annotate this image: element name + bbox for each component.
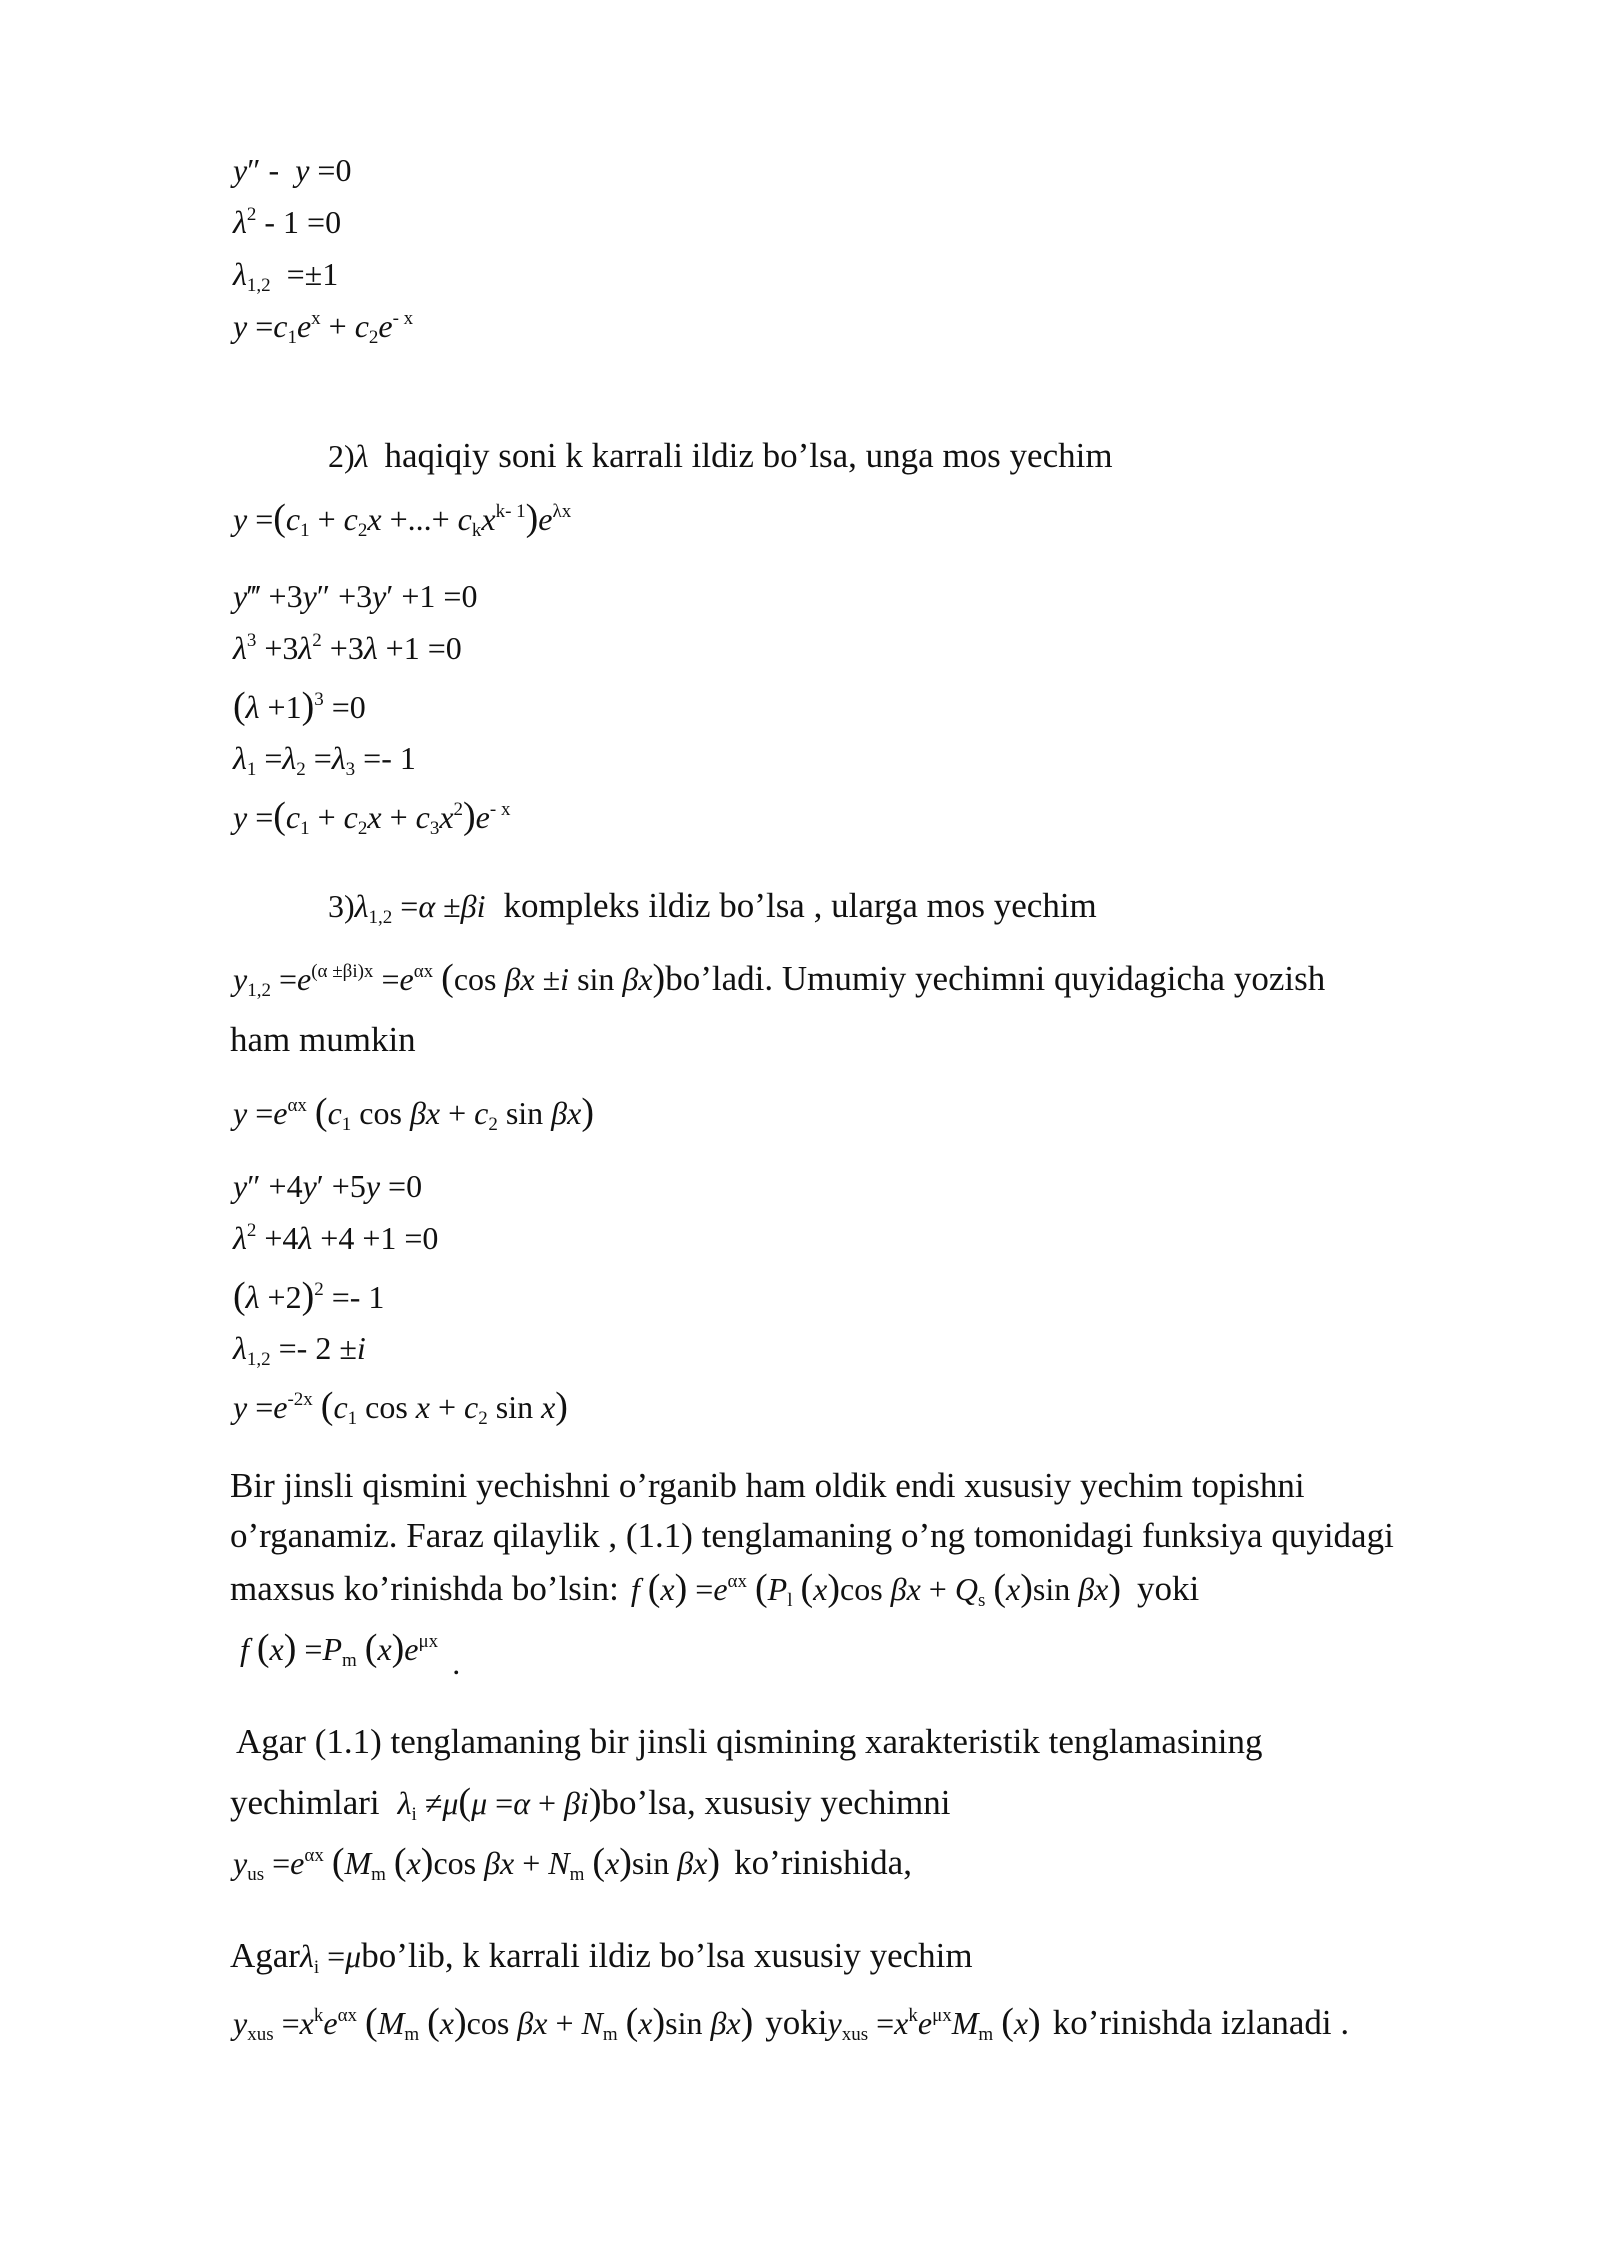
para1-line2: o’rganamiz. Faraz qilaylik , (1.1) tenglamaning o’ng tomonidagi funksiya quyidagi (230, 1516, 1394, 1555)
para1-line3-text: maxsus ko’rinishda bo’lsin: (230, 1569, 619, 1608)
case3-text3: ham mumkin (230, 1020, 416, 1059)
case3-text: kompleks ildiz bo’lsa , ularga mos yechim (503, 886, 1097, 925)
equation-line: $\lambda^2 - 1 =0$ (233, 204, 342, 240)
para2-line1: Agar (1.1) tenglamaning bir jinsli qismining xarakteristik tenglamasining (236, 1722, 1263, 1761)
formula-yxus-a: $y_{xus} =x^ke^{\alpha x}$ ($M_m$ (x)cos $\beta x + N_m$ (x)sin βx) (233, 2001, 754, 2045)
equation-line: $\lambda_1 =\lambda_2 =\lambda_3 =- 1$ (233, 740, 416, 780)
para3-end-text: ko’rinishda izlanadi . (1052, 2003, 1350, 2042)
para3-line1 (230, 1936, 973, 1976)
yoki-text-2: yoki (765, 2003, 828, 2042)
equation-line: $y =e^{-2x}$ ($c_1$ $\cos x + c_2$ sin x) (233, 1385, 568, 1429)
equation-line: $\lambda_{1,2} =\pm 1$ (233, 256, 339, 296)
case3-label: $3)\lambda_{1,2} =\alpha \pm\beta i$ (328, 888, 486, 928)
equation-line: $(\lambda +2)^2 =- 1$ (233, 1275, 385, 1317)
para3-agar: Agar (230, 1936, 300, 1975)
para3-line2 (233, 2000, 1349, 2044)
para2-text-a: yechimlari (230, 1783, 380, 1822)
case2-label: 2)λ (328, 438, 369, 474)
case3-general-solution: $y =e^{\alpha x}$ ($c_1$ $\cos \beta x + c_2$ sin βx) (233, 1091, 594, 1135)
para1-line3 (230, 1566, 1199, 1610)
equation-line: $(\lambda +1)^3 =0$ (233, 685, 366, 727)
formula-yxus-b: $y_{xus} =x^ke^{\mu x}M_m$ (x) (827, 2001, 1041, 2045)
equation-line: y″ +4y′ +5y =0 (233, 1168, 423, 1204)
equation-line: y‴ +3y″ +3y′ +1 =0 (233, 578, 478, 614)
case2-heading (328, 436, 1113, 476)
case3-formula-line: $y_{1,2} =e^{(\alpha \pm\beta i)x} =e^{\alpha x}$ (cos βx ±i sin βx)bo’ladi. Umumiy yechimni quyidagicha yozish (233, 957, 1326, 1001)
period: . (452, 1645, 461, 1681)
equation-line: $\lambda^2 +4\lambda +4 +1 =0$ (233, 1220, 439, 1256)
equation-line: $\lambda_{1,2} =- 2 \pm i$ (233, 1330, 366, 1370)
case3-heading (328, 886, 1097, 926)
equation-line: y″ - y =0 (233, 152, 352, 188)
formula-yus: $y_{us} =e^{\alpha x}$ ($M_m$ (x)cos $\beta x + N_m$ (x)sin βx) (233, 1841, 721, 1885)
para2-line2 (230, 1780, 951, 1824)
para3-text: bo’lib, k karrali ildiz bo’lsa xususiy yechim (361, 1936, 973, 1975)
para2-line3 (233, 1840, 912, 1884)
case3-text2: bo’ladi. Umumiy yechimni quyidagicha yozish (665, 959, 1326, 998)
equation-line: $\lambda^3 +3\lambda^2 +3\lambda +1 =0$ (233, 630, 462, 666)
para2-condition: $\lambda_i \ne\mu(\mu =\alpha + \beta i)$ (397, 1781, 602, 1825)
formula-f-b: f $(x) =P_m$ $(x)e^{\mu x}$ . (240, 1627, 461, 1681)
yoki-text: yoki (1137, 1569, 1200, 1608)
para3-condition: $\lambda_i =\mu$ (299, 1938, 362, 1978)
equation-line: $y =(c_1 + c_2x + c_3x^2)e^{- x}$ (233, 795, 511, 839)
case2-formula: $y =(c_1 + c_2x$ +...+ $c_kx^{k- 1})e^{\lambda x}$ (233, 497, 572, 541)
equation-line: $y =c_1e^x + c_2e^{- x}$ (233, 308, 414, 348)
para1-line1: Bir jinsli qismini yechishni o’rganib ham oldik endi xususiy yechim topishni (230, 1466, 1305, 1505)
formula-f-a: f $(x) =e^{\alpha x}$ ($P_l$ (x)cos $\beta x + Q_s$ (x)sin βx) (630, 1567, 1122, 1611)
para2-text-b: bo’lsa, xususiy yechimni (601, 1783, 951, 1822)
case2-text: haqiqiy soni k karrali ildiz bo’lsa, unga mos yechim (384, 436, 1113, 475)
para2-text-c: ko’rinishida, (734, 1843, 912, 1882)
